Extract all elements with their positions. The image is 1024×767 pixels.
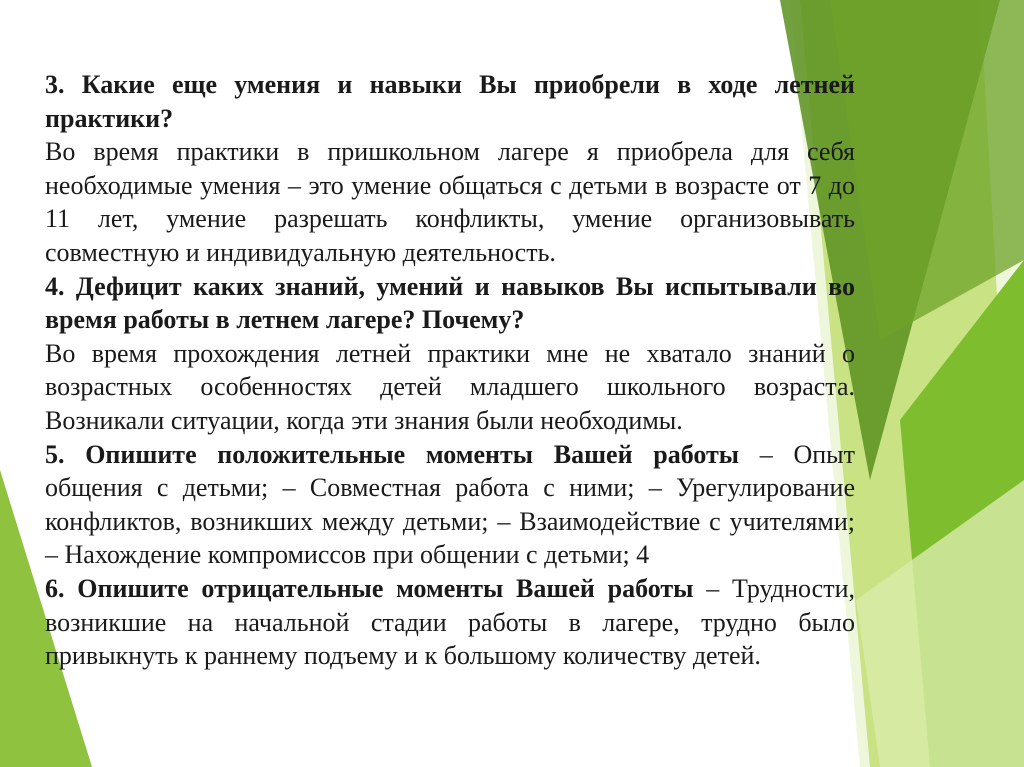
answer-4: Во время прохождения летней практики мне не хватало знаний о возрастных особенностях детей младшего школьного возраста. Возникали ситуации, когда эти знания были необходимы. <box>45 338 855 435</box>
question-4: 4. Дефицит каких знаний, умений и навыков Вы испытывали во время работы в летнем лагере? Почему? <box>45 271 855 335</box>
slide-text <box>45 68 855 673</box>
item-5 <box>45 438 855 572</box>
answer-5: – Опыт общения с детьми; – Совместная работа с ними; – Урегулирование конфликтов, возникших между детьми; – Взаимодействие с учителями; – Нахождение компромиссов при общении с детьми; 4 <box>45 439 855 570</box>
item-6 <box>45 572 855 673</box>
answer-6: – Трудности, возникшие на начальной стадии работы в лагере, трудно было привыкнуть к раннему подъему и к большому количеству детей. <box>45 573 855 671</box>
question-3: 3. Какие еще умения и навыки Вы приобрели в ходе летней практики? <box>45 70 855 133</box>
question-6: 6. Опишите отрицательные моменты Вашей работы <box>45 573 694 603</box>
answer-3: Во время практики в пришкольном лагере я приобрела для себя необходимые умения – это умение общаться с детьми в возрасте от 7 до 11 лет, умение разрешать конфликты, умение организовывать совместную и индивидуальную деятельность. <box>45 137 855 267</box>
question-5: 5. Опишите положительные моменты Вашей работы <box>45 439 740 469</box>
